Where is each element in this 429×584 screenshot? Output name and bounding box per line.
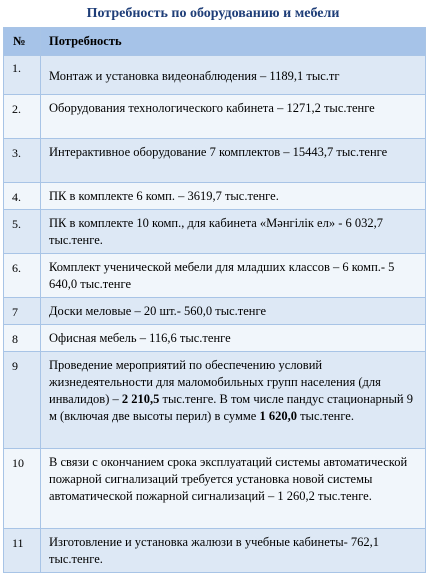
needs-table (3, 27, 426, 573)
row-need-text: Оборудования технологического кабинета – 1271,2 тыс.тенге (41, 95, 426, 139)
table-row (4, 139, 426, 183)
table-row (4, 183, 426, 210)
row-need-text (41, 352, 426, 449)
table-row (4, 449, 426, 529)
row-need-text: ПК в комплекте 6 комп. – 3619,7 тыс.тенге. (41, 183, 426, 210)
row-need-text: В связи с окончанием срока эксплуатаций системы автоматической пожарной сигнализаций требуется установка новой системы автоматической пожарной сигнализаций – 1 260,2 тыс.тенге. (41, 449, 426, 529)
row-need-text: Офисная мебель – 116,6 тыс.тенге (41, 325, 426, 352)
row-number: 8 (4, 325, 41, 352)
row-number: 9 (4, 352, 41, 449)
row-need-text-part: Проведение мероприятий по обеспечению условий жизнедеятельности для маломобильных групп населения (для инвалидов) – (49, 358, 381, 406)
row-need-amount: 1 620,0 (259, 409, 297, 423)
row-need-text-part: тыс.тенге. (296, 409, 354, 423)
table-row (4, 210, 426, 254)
row-number: 6. (4, 254, 41, 298)
row-number: 4. (4, 183, 41, 210)
column-header-number: № (4, 28, 41, 56)
row-need-amount: 2 210,5 (121, 392, 160, 406)
row-need-text: Изготовление и установка жалюзи в учебные кабинеты- 762,1 тыс.тенге. (41, 529, 426, 573)
row-number: 10 (4, 449, 41, 529)
row-need-text: Доски меловые – 20 шт.- 560,0 тыс.тенге (41, 298, 426, 325)
page-title: Потребность по оборудованию и мебели (86, 6, 340, 21)
row-need-text-part: тыс.тенге. В том числе пандус стационарный 9 м (включая две высоты перил) в сумме (49, 392, 413, 423)
table-row (4, 325, 426, 352)
table-row (4, 56, 426, 95)
table-row (4, 254, 426, 298)
table-row (4, 529, 426, 573)
row-number: 1. (4, 56, 41, 95)
column-header-need: Потребность (41, 28, 426, 56)
table-header-row (4, 28, 426, 56)
row-need-text: Интерактивное оборудование 7 комплектов – 15443,7 тыс.тенге (41, 139, 426, 183)
table-row (4, 95, 426, 139)
row-number: 11 (4, 529, 41, 573)
table-row (4, 352, 426, 449)
row-need-text: Монтаж и установка видеонаблюдения – 1189,1 тыс.тг (41, 56, 426, 95)
row-number: 3. (4, 139, 41, 183)
row-number: 7 (4, 298, 41, 325)
row-need-text: Комплект ученической мебели для младших классов – 6 комп.- 5 640,0 тыс.тенге (41, 254, 426, 298)
table-row (4, 298, 426, 325)
row-number: 5. (4, 210, 41, 254)
row-number: 2. (4, 95, 41, 139)
row-need-text: ПК в комплекте 10 комп., для кабинета «Мәнгілік ел» - 6 032,7 тыс.тенге. (41, 210, 426, 254)
